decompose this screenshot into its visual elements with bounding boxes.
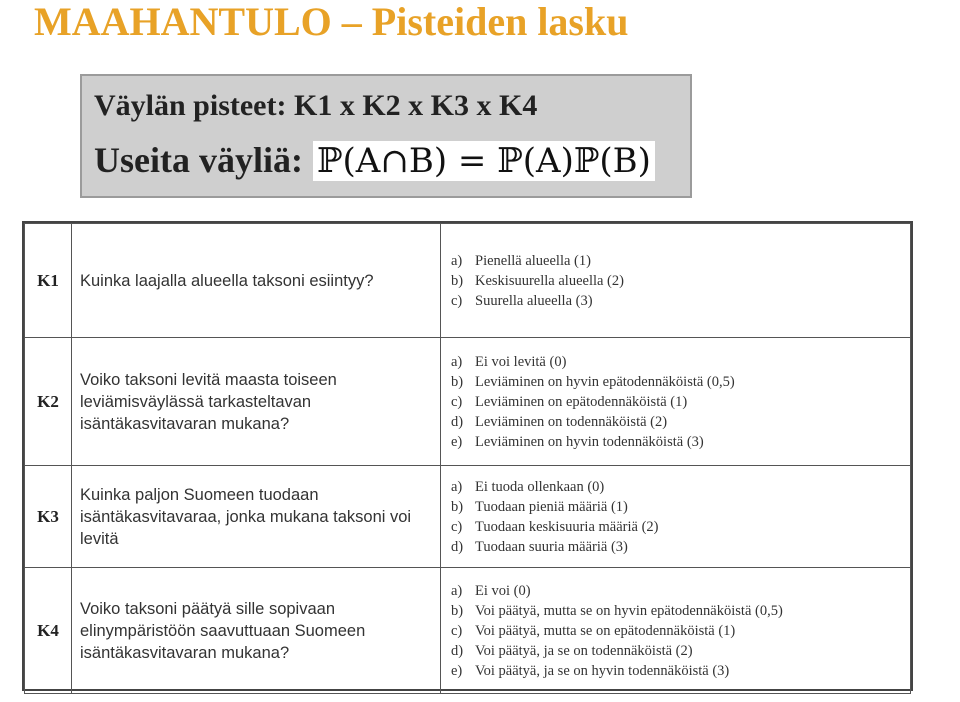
criterion-options: [441, 338, 911, 466]
criterion-question: Voiko taksoni päätyä sille sopivaan elinympäristöön saavuttuaan Suomeen isäntäkasvitavaran mukana?: [72, 568, 441, 694]
slide-title: MAAHANTULO – Pisteiden lasku: [34, 0, 629, 44]
multiple-paths-label: Useita väyliä:: [94, 140, 303, 180]
option-letter: a): [451, 252, 463, 269]
option-text: Leviäminen on epätodennäköistä (1): [475, 393, 688, 410]
option-letter: a): [451, 478, 463, 495]
table-row: [25, 466, 911, 568]
table-row: [25, 338, 911, 466]
option-letter: e): [451, 662, 463, 679]
option-text: Ei voi levitä (0): [475, 353, 567, 370]
scoring-info-box: [80, 74, 692, 198]
option-letter: c): [451, 622, 463, 639]
criterion-options: [441, 568, 911, 694]
criterion-question: Kuinka paljon Suomeen tuodaan isäntäkasvitavaraa, jonka mukana taksoni voi levitä: [72, 466, 441, 568]
option-text: Pienellä alueella (1): [475, 252, 591, 269]
criterion-options: [441, 466, 911, 568]
list-item: [451, 412, 910, 432]
criterion-code: K4: [25, 568, 72, 694]
multiple-paths-line: [94, 138, 655, 183]
criteria-table: [22, 221, 913, 691]
criterion-code: K1: [25, 224, 72, 338]
list-item: [451, 251, 910, 271]
probability-formula: ℙ(A∩B) = ℙ(A)ℙ(B): [313, 141, 655, 181]
list-item: [451, 372, 910, 392]
option-text: Leviäminen on hyvin todennäköistä (3): [475, 433, 704, 450]
path-score-formula: Väylän pisteet: K1 x K2 x K3 x K4: [94, 89, 538, 122]
option-text: Voi päätyä, mutta se on hyvin epätodennäköistä (0,5): [475, 602, 783, 619]
option-text: Leviäminen on todennäköistä (2): [475, 413, 668, 430]
table-row: [25, 568, 911, 694]
table-row: [25, 224, 911, 338]
list-item: [451, 271, 910, 291]
list-item: [451, 291, 910, 311]
criterion-question: Voiko taksoni levitä maasta toiseen leviämisväylässä tarkasteltavan isäntäkasvitavaran mukana?: [72, 338, 441, 466]
list-item: [451, 621, 910, 641]
list-item: [451, 497, 910, 517]
criterion-code: K2: [25, 338, 72, 466]
option-text: Suurella alueella (3): [475, 292, 593, 309]
option-letter: c): [451, 292, 463, 309]
list-item: [451, 352, 910, 372]
option-text: Voi päätyä, ja se on hyvin todennäköistä (3): [475, 662, 730, 679]
option-letter: d): [451, 538, 464, 555]
option-text: Leviäminen on hyvin epätodennäköistä (0,5): [475, 373, 735, 390]
list-item: [451, 601, 910, 621]
option-letter: b): [451, 373, 464, 390]
criteria-table-grid: [24, 223, 911, 694]
option-text: Tuodaan pieniä määriä (1): [475, 498, 628, 515]
option-letter: b): [451, 272, 464, 289]
option-letter: c): [451, 393, 463, 410]
option-letter: a): [451, 582, 463, 599]
option-letter: b): [451, 498, 464, 515]
option-text: Tuodaan keskisuuria määriä (2): [475, 518, 659, 535]
option-text: Voi päätyä, ja se on todennäköistä (2): [475, 642, 693, 659]
option-text: Tuodaan suuria määriä (3): [475, 538, 628, 555]
list-item: [451, 537, 910, 557]
list-item: [451, 581, 910, 601]
criterion-options: [441, 224, 911, 338]
option-letter: d): [451, 642, 464, 659]
list-item: [451, 392, 910, 412]
option-letter: b): [451, 602, 464, 619]
list-item: [451, 432, 910, 452]
option-letter: c): [451, 518, 463, 535]
criterion-question: Kuinka laajalla alueella taksoni esiintyy?: [72, 224, 441, 338]
option-text: Ei tuoda ollenkaan (0): [475, 478, 605, 495]
option-letter: e): [451, 433, 463, 450]
option-letter: a): [451, 353, 463, 370]
criterion-code: K3: [25, 466, 72, 568]
list-item: [451, 477, 910, 497]
list-item: [451, 661, 910, 681]
list-item: [451, 641, 910, 661]
option-text: Voi päätyä, mutta se on epätodennäköistä (1): [475, 622, 736, 639]
list-item: [451, 517, 910, 537]
option-text: Ei voi (0): [475, 582, 531, 599]
option-text: Keskisuurella alueella (2): [475, 272, 624, 289]
option-letter: d): [451, 413, 464, 430]
